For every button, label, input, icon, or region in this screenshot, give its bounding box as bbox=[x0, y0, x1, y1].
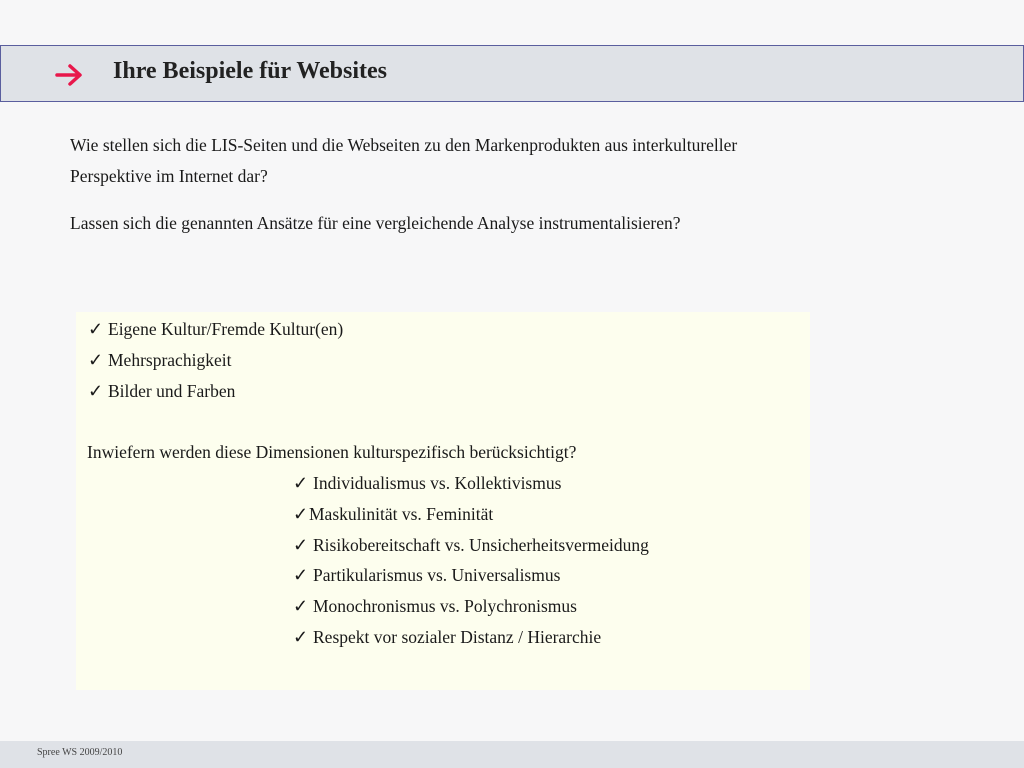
slide-title: Ihre Beispiele für Websites bbox=[113, 58, 388, 84]
list-item: ✓Maskulinität vs. Feminität bbox=[293, 499, 649, 530]
cultural-dimension-list bbox=[293, 468, 649, 653]
list-item: ✓ Risikobereitschaft vs. Unsicherheitsvermeidung bbox=[293, 530, 649, 561]
check-icon: ✓ bbox=[293, 626, 309, 647]
list-item: ✓ Mehrsprachigkeit bbox=[88, 345, 343, 376]
list-item: ✓ Eigene Kultur/Fremde Kultur(en) bbox=[88, 314, 343, 345]
check-icon: ✓ bbox=[293, 534, 309, 555]
footer-bar bbox=[0, 741, 1024, 768]
intro-text bbox=[70, 130, 850, 239]
check-icon: ✓ bbox=[88, 380, 104, 401]
list-item: ✓ Individualismus vs. Kollektivismus bbox=[293, 468, 649, 499]
intro-paragraph-2: Lassen sich die genannten Ansätze für eine vergleichende Analyse instrumentalisieren? bbox=[70, 213, 681, 233]
intro-line-1: Wie stellen sich die LIS-Seiten und die Webseiten zu den Markenprodukten aus interkultureller bbox=[70, 135, 738, 155]
check-icon: ✓ bbox=[293, 473, 309, 493]
content-panel bbox=[76, 312, 810, 690]
title-bar bbox=[0, 45, 1024, 102]
list-item: ✓ Partikularismus vs. Universalismus bbox=[293, 560, 649, 591]
intro-paragraph-1 bbox=[70, 130, 850, 192]
footer-text: Spree WS 2009/2010 bbox=[37, 747, 123, 758]
check-icon: ✓ bbox=[88, 349, 104, 370]
list-item: ✓ Bilder und Farben bbox=[88, 376, 343, 407]
list-item: ✓ Respekt vor sozialer Distanz / Hierarchie bbox=[293, 622, 649, 653]
dimension-list bbox=[88, 314, 343, 406]
intro-line-2: Perspektive im Internet dar? bbox=[70, 166, 268, 186]
list-item: ✓ Monochronismus vs. Polychronismus bbox=[293, 591, 649, 622]
check-icon: ✓ bbox=[293, 596, 309, 617]
check-icon: ✓ bbox=[88, 319, 104, 339]
check-icon: ✓ bbox=[293, 503, 309, 524]
arrow-right-icon bbox=[55, 62, 85, 88]
check-icon: ✓ bbox=[293, 565, 309, 586]
panel-question: Inwiefern werden diese Dimensionen kulturspezifisch berücksichtigt? bbox=[87, 442, 577, 462]
